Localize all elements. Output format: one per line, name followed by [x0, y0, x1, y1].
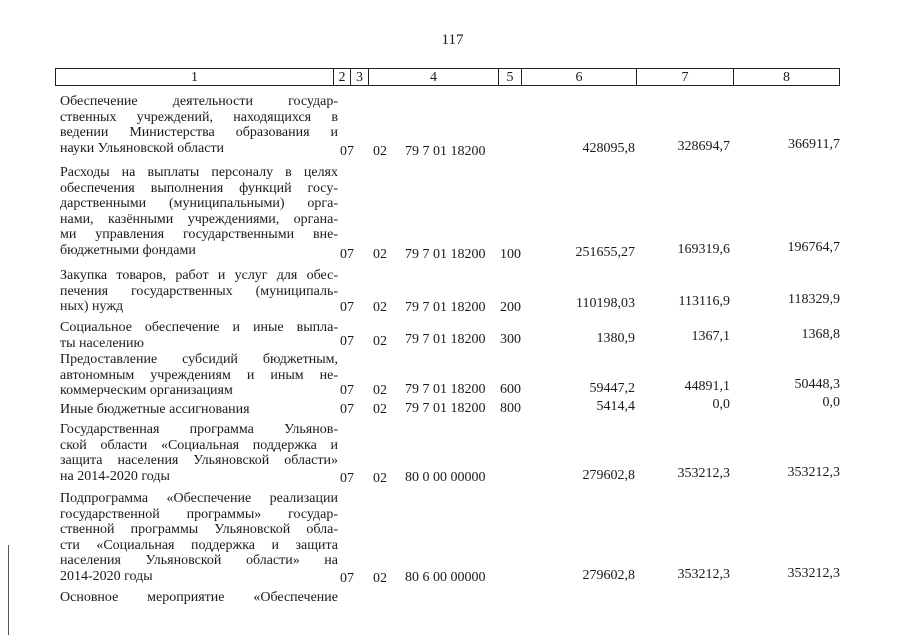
- cell-target-article: 80 6 00 00000: [405, 570, 486, 585]
- cell-amount-2018: 118329,9: [788, 292, 840, 307]
- cell-amount-2017: 0,0: [712, 397, 730, 412]
- cell-amount-2016: 110198,03: [576, 296, 635, 311]
- cell-amount-2016: 1380,9: [596, 331, 635, 346]
- page-number: 117: [441, 32, 464, 48]
- cell-subsection: 02: [373, 334, 387, 349]
- row-description: Обеспечение деятельности государ- ственных учреждений, находящихся в ведении Министерства образования и науки Ульяновской области: [60, 94, 338, 156]
- cell-subsection: 02: [373, 383, 387, 398]
- cell-amount-2016: 279602,8: [582, 568, 635, 583]
- cell-amount-2016: 428095,8: [582, 141, 635, 156]
- cell-target-article: 80 0 00 00000: [405, 470, 486, 485]
- cell-expense-type: 800: [500, 401, 521, 416]
- cell-amount-2018: 353212,3: [787, 465, 840, 480]
- header-col-2: 2: [334, 69, 351, 85]
- header-col-5: 5: [499, 69, 522, 85]
- cell-amount-2016: 251655,27: [575, 245, 635, 260]
- cell-section: 07: [340, 471, 354, 486]
- cell-amount-2017: 169319,6: [677, 242, 730, 257]
- cell-amount-2017: 44891,1: [684, 379, 730, 394]
- cell-section: 07: [340, 247, 354, 262]
- cell-amount-2018: 353212,3: [787, 566, 840, 581]
- cell-amount-2018: 0,0: [822, 395, 840, 410]
- cell-amount-2016: 5414,4: [596, 399, 635, 414]
- cell-subsection: 02: [373, 471, 387, 486]
- table-header: [55, 68, 840, 86]
- cell-expense-type: 200: [500, 300, 521, 315]
- cell-section: 07: [340, 402, 354, 417]
- cell-target-article: 79 7 01 18200: [405, 247, 486, 262]
- cell-section: 07: [340, 300, 354, 315]
- cell-target-article: 79 7 01 18200: [405, 144, 486, 159]
- cell-subsection: 02: [373, 571, 387, 586]
- row-description: Расходы на выплаты персоналу в целях обеспечения выполнения функций госу- дарственными (муниципальными) орга- нами, казёнными учреждениями, органа- ми управления государственными вне- бюджетными фондами: [60, 165, 338, 258]
- cell-expense-type: 300: [500, 332, 521, 347]
- cell-amount-2018: 366911,7: [788, 137, 840, 152]
- cell-amount-2018: 196764,7: [787, 240, 840, 255]
- header-col-1: 1: [56, 69, 334, 85]
- cell-section: 07: [340, 383, 354, 398]
- row-description: Предоставление субсидий бюджетным, автономным учреждениям и иным не- коммерческим организациям: [60, 352, 338, 399]
- cell-target-article: 79 7 01 18200: [405, 401, 486, 416]
- cell-amount-2018: 50448,3: [794, 377, 840, 392]
- cell-amount-2017: 113116,9: [678, 294, 730, 309]
- row-description: Социальное обеспечение и иные выпла- ты населению: [60, 320, 338, 351]
- cell-amount-2018: 1368,8: [801, 327, 840, 342]
- cell-subsection: 02: [373, 144, 387, 159]
- scan-margin-mark: [8, 545, 9, 635]
- cell-target-article: 79 7 01 18200: [405, 382, 486, 397]
- cell-amount-2016: 59447,2: [589, 381, 635, 396]
- cell-target-article: 79 7 01 18200: [405, 300, 486, 315]
- cell-subsection: 02: [373, 247, 387, 262]
- row-description: Иные бюджетные ассигнования: [60, 402, 250, 417]
- row-description: Государственная программа Ульянов- ской области «Социальная поддержка и защита населения Ульяновской области» на 2014-2020 годы: [60, 422, 338, 484]
- cell-expense-type: 100: [500, 247, 521, 262]
- cell-amount-2017: 353212,3: [677, 567, 730, 582]
- cell-amount-2017: 328694,7: [677, 139, 730, 154]
- row-description: Закупка товаров, работ и услуг для обес- печения государственных (муниципаль- ных) нужд: [60, 268, 338, 315]
- cell-section: 07: [340, 144, 354, 159]
- header-col-8: 8: [783, 70, 790, 85]
- cell-subsection: 02: [373, 300, 387, 315]
- row-description: Основное мероприятие «Обеспечение: [60, 590, 338, 605]
- cell-subsection: 02: [373, 402, 387, 417]
- row-description: Подпрограмма «Обеспечение реализации государственной программы» государ- ственной программы Ульяновской обла- сти «Социальная поддержка и защита населения Ульяновской области» на 2014-2020 годы: [60, 491, 338, 584]
- cell-amount-2016: 279602,8: [582, 468, 635, 483]
- cell-section: 07: [340, 334, 354, 349]
- header-col-4: 4: [369, 69, 499, 85]
- cell-section: 07: [340, 571, 354, 586]
- cell-target-article: 79 7 01 18200: [405, 332, 486, 347]
- header-col-7: 7: [637, 69, 734, 85]
- header-col-6: 6: [522, 69, 637, 85]
- cell-expense-type: 600: [500, 382, 521, 397]
- cell-amount-2017: 1367,1: [691, 329, 730, 344]
- header-col-3: 3: [351, 69, 369, 85]
- cell-amount-2017: 353212,3: [677, 466, 730, 481]
